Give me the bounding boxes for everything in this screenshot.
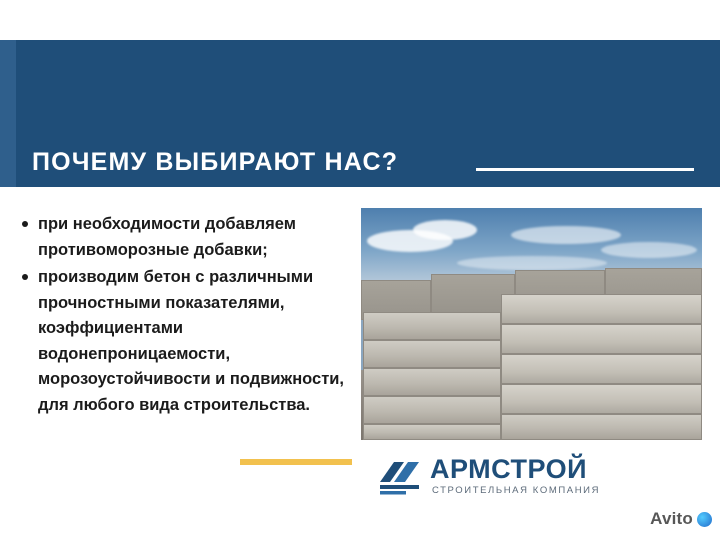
concrete-block [363, 312, 501, 340]
top-margin [0, 0, 720, 40]
concrete-block [501, 354, 702, 384]
list-item-text: при необходимости добавляем противоморозные добавки; [38, 215, 296, 259]
concrete-block [363, 424, 501, 440]
page-title: ПОЧЕМУ ВЫБИРАЮТ НАС? [32, 148, 399, 176]
concrete-blocks-photo [361, 208, 702, 440]
header-left-stripe [0, 40, 16, 187]
list-item [18, 265, 356, 418]
concrete-block [363, 396, 501, 424]
concrete-block [501, 294, 702, 324]
bullet-dot-icon [22, 274, 28, 280]
company-logo [378, 454, 658, 502]
avito-watermark [650, 509, 712, 529]
concrete-block [501, 414, 702, 440]
accent-bar [240, 459, 352, 465]
bullet-dot-icon [22, 221, 28, 227]
cloud-shape [413, 220, 477, 240]
watermark-dot-icon [697, 512, 712, 527]
cloud-shape [601, 242, 697, 258]
logo-name: АРМСТРОЙ [430, 454, 588, 484]
logo-mark-icon [378, 456, 422, 496]
watermark-text: Avito [650, 509, 693, 528]
concrete-block [501, 324, 702, 354]
concrete-block [363, 368, 501, 396]
header-rule [476, 168, 694, 171]
header-band [0, 40, 720, 187]
content-area [0, 187, 720, 539]
concrete-block [363, 340, 501, 368]
cloud-shape [457, 256, 607, 270]
logo-tagline: СТРОИТЕЛЬНАЯ КОМПАНИЯ [432, 485, 601, 496]
list-item [18, 212, 356, 263]
concrete-block [501, 384, 702, 414]
bullet-list [18, 212, 356, 420]
cloud-shape [511, 226, 621, 244]
bottom-strip [0, 533, 720, 539]
list-item-text: производим бетон с различными прочностными показателями, коэффициентами водонепроницаемости, морозоустойчивости и подвижности, для любого вида строительства. [38, 268, 345, 414]
